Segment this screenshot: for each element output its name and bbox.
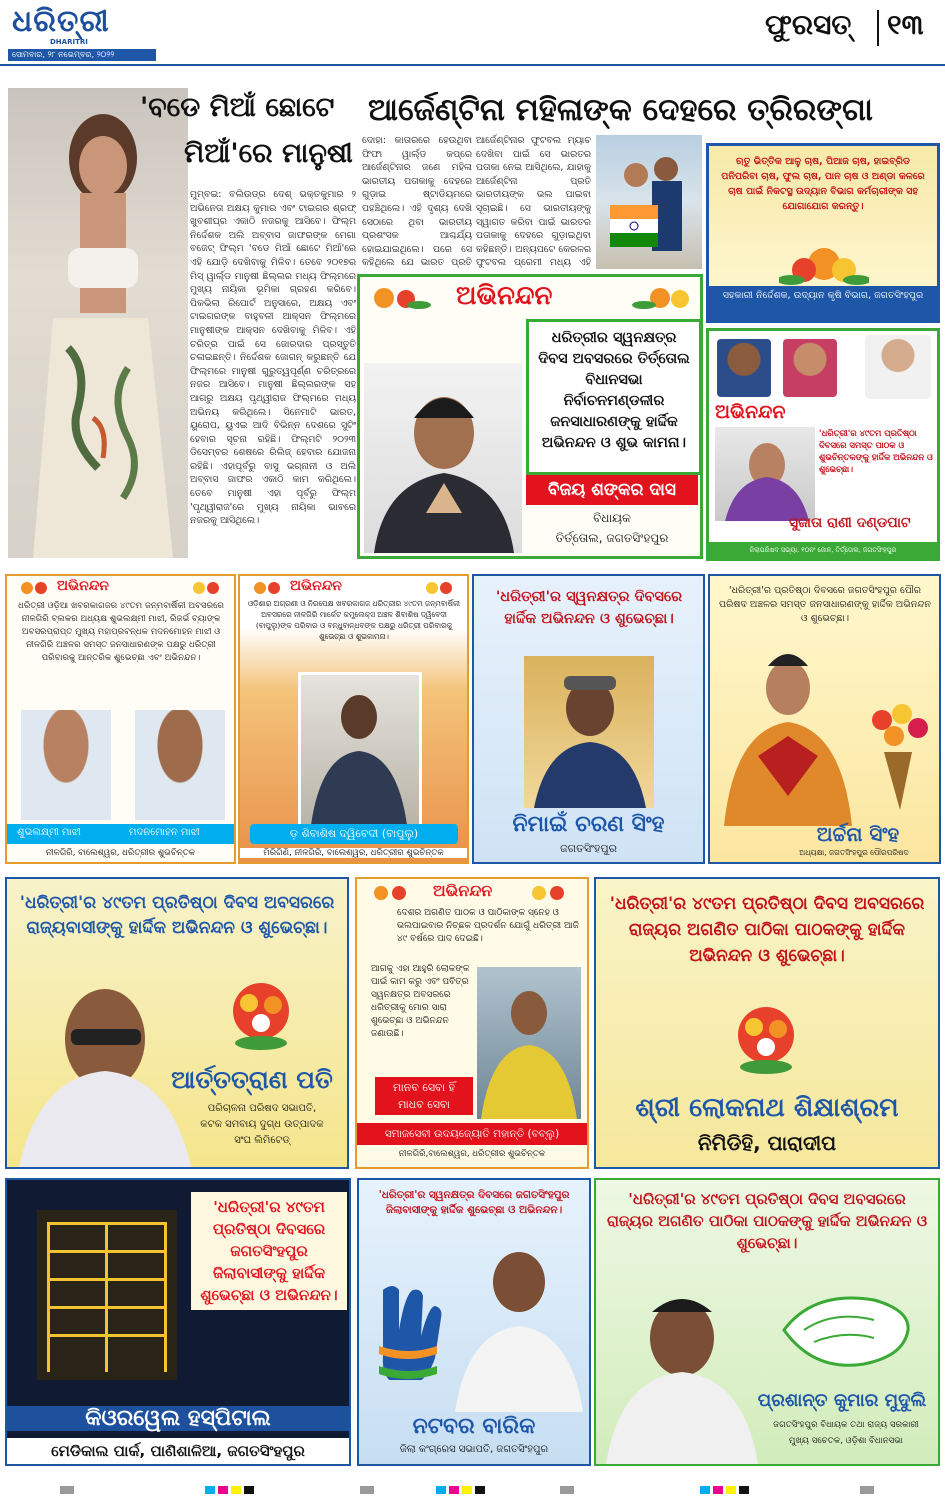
- bijay-name: ବିଜୟ ଶଙ୍କର ଦାସ: [547, 480, 677, 500]
- lokanath-name: ଶ୍ରୀ ଲୋକନାଥ ଶିକ୍ଷାଶ୍ରମ: [635, 1093, 899, 1123]
- reg-mark-cmyk-4: [244, 1486, 254, 1494]
- reg-mark-cmyk-7: [462, 1486, 472, 1494]
- shibasish-title: ଅଭିନନ୍ଦନ: [290, 578, 342, 594]
- logo-text: ଧରିତ୍ରୀ: [12, 4, 110, 39]
- bijay-place: ତିର୍ତ୍ତୋଲ, ଜଗତସିଂହପୁର: [555, 531, 669, 545]
- masthead: [0, 0, 945, 60]
- natabar-message: 'ଧରିତ୍ରୀ'ର ସ୍ୱନକ୍ଷତ୍ର ଦିବସରେ ଜଗତସିଂହପୁର ଜିଲାବାସୀଙ୍କୁ ହାର୍ଦ୍ଦିକ ଶୁଭେଚ୍ଛା ଓ ଅଭିନନ୍ଦନ।: [378, 1189, 570, 1216]
- ad-arttatrana-pati: [5, 877, 349, 1169]
- nimain-photo: [524, 656, 654, 808]
- udayajyoti-photo: [477, 967, 581, 1119]
- ad-udayajyoti: [355, 877, 589, 1169]
- headline-right: ଆର୍ଜେଣ୍ଟିନା ମହିଳାଙ୍କ ଦେହରେ ତ୍ରିରଙ୍ଗା: [368, 92, 873, 128]
- sujata-name: ସୁଜାତା ରାଣୀ ଦଣ୍ଡପାଟ: [789, 515, 911, 531]
- nimain-message: 'ଧରିତ୍ରୀ'ର ସ୍ୱନକ୍ଷତ୍ର ଦିବସରେ ହାର୍ଦ୍ଦିକ ଅଭିନନ୍ଦନ ଓ ଶୁଭେଚ୍ଛା।: [495, 589, 683, 627]
- ad-sujata-rani-dandapat: [706, 328, 940, 561]
- majhi-name-2: ମଦନମୋହନ ମାଝୀ: [129, 827, 200, 838]
- prasanta-role-1: ଜଗତସିଂହପୁର ବିଧାୟକ ତଥା ରାଜ୍ୟ ସରକାରୀ: [773, 1420, 919, 1430]
- reg-mark-grey-3: [860, 1486, 874, 1494]
- majhi-name-1: ଶୁଭଲକ୍ଷ୍ମୀ ମାଝୀ: [17, 827, 81, 838]
- prasanta-name: ପ୍ରଶାନ୍ତ କୁମାର ମୁଦୁଲି: [757, 1390, 927, 1411]
- prasanta-role-2: ମୁଖ୍ୟ ସଚେତକ, ଓଡ଼ିଶା ବିଧାନସଭା: [789, 1436, 903, 1446]
- majhi-photo-2: [135, 710, 225, 820]
- ad-careville-hospital: [5, 1178, 351, 1466]
- arttatrana-message: 'ଧରିତ୍ରୀ'ର ୪୯ତମ ପ୍ରତିଷ୍ଠା ଦିବସ ଅବସରରେ ରାଜ୍ୟବାସୀଙ୍କୁ ହାର୍ଦ୍ଦିକ ଅଭିନନ୍ଦନ ଓ ଶୁଭେଚ୍ଛା।: [19, 893, 335, 938]
- natabar-name: ନଟବର ବାରିକ: [412, 1414, 536, 1439]
- majhi-title: ଅଭିନନ୍ଦନ: [57, 578, 109, 594]
- archana-message: 'ଧରିତ୍ରୀ'ର ପ୍ରତିଷ୍ଠା ଦିବସରେ ଜଗତସିଂହପୁର ପୌର ପରିଷଦ ଅଞ୍ଚଳର ସମସ୍ତ ଜନସାଧାରଣଙ୍କୁ ହାର୍ଦ୍ଦିକ ଅଭିନନ୍ଦନ ଓ ଶୁଭେଚ୍ଛା।: [719, 585, 931, 624]
- ad-majhi: [5, 574, 236, 864]
- ad-shibasish: [238, 574, 469, 864]
- ad-horticulture: [706, 143, 940, 323]
- shibasish-message: ଓଡ଼ିଶାର ଅଗ୍ରଣୀ ଓ ନିରପେକ୍ଷ ଖବରକାଗଜ ଧରିତ୍ରୀର ୪୯ତମ ଜନ୍ମବାର୍ଷିକୀ ଅବସରରେ ନୀଳଗିରି ମାର୍କେଟ କମ୍ପ୍ଲେକ୍ସ ଅଞ୍ଚଳ ଶିବାଶିଷ ଦ୍ୱିବେଦୀ (ବାପୁଲୁ)ଙ୍କ ପରିବାର ଓ ବନ୍ଧୁବାନ୍ଧବଙ୍କ ପକ୍ଷରୁ ଧରିତ୍ରୀ ପରିବାରକୁ ଶୁଭେଚ୍ଛା ଓ ଶୁଭକାମନା।: [247, 599, 461, 641]
- leader-photo-2: [783, 339, 837, 397]
- headline-left-line1: 'ବଡେ ମିଆଁ ଛୋଟେ: [140, 92, 335, 123]
- udayajyoti-name: ସମାଜସେବୀ ଉଦୟଜ୍ୟୋତି ମହାନ୍ତି (ବବ୍ଲୁ): [384, 1128, 560, 1140]
- arttatrana-name: ଆର୍ତ୍ତତ୍ରାଣ ପତି: [171, 1065, 333, 1094]
- archana-photo: [718, 636, 858, 826]
- sujata-footer: ଜିଲାପରିଷଦ ସଭ୍ୟା, ୧୦ନଂ ଜୋନ, ତିର୍ତ୍ତୋଲ, ଜଗତସିଂହପୁର: [709, 542, 937, 558]
- hospital-place: ମେଡିକାଲ ପାର୍କ, ପାଣିଶାଳିଆ, ଜଗତସିଂହପୁର: [7, 1438, 349, 1464]
- udayajyoti-flower-icon-right: [527, 883, 577, 903]
- udayajyoti-flower-icon: [369, 883, 419, 903]
- reg-mark-cmyk-10: [713, 1486, 723, 1494]
- masthead-rule: [0, 64, 945, 66]
- hospital-message: 'ଧରିତ୍ରୀ'ର ୪୯ତମ ପ୍ରତିଷ୍ଠା ଦିବସରେ ଜଗତସିଂହପୁର ଜିଲାବାସୀଙ୍କୁ ହାର୍ଦ୍ଦିକ ଶୁଭେଚ୍ଛା ଓ ଅଭିନନ୍ଦନ।: [191, 1192, 347, 1310]
- sujata-leaders-photos: [715, 335, 937, 401]
- bijay-title: ଅଭିନନ୍ଦନ: [456, 281, 553, 311]
- leader-photo-3: [865, 335, 931, 399]
- flower-bouquet-icon: [860, 694, 936, 814]
- reg-mark-cmyk-5: [436, 1486, 446, 1494]
- arttatrana-portrait-image: [13, 959, 193, 1167]
- reg-mark-grey-2: [560, 1486, 574, 1494]
- ad-lokanath-shikshashram: [594, 877, 940, 1169]
- logo-subtext: DHARITRI: [50, 38, 88, 46]
- arttatrana-role-3: ସଂଘ ଲିମିଟେଡ୍: [234, 1135, 290, 1146]
- arttatrana-role-1: ପରିଚାଳନା ପରିଷଦ ସଭାପତି,: [207, 1103, 317, 1114]
- ad-bijay-sankar-das: [357, 274, 703, 559]
- shibasish-portrait-image: [301, 675, 419, 825]
- bjd-conch-logo: [774, 1280, 914, 1380]
- majhi-names-bar: [7, 824, 234, 844]
- prasanta-photo: [600, 1276, 760, 1464]
- archana-portrait-image: [718, 636, 858, 826]
- horticulture-footer: ସହକାରୀ ନିର୍ଦ୍ଦେଶକ, ଉଦ୍ୟାନ କୃଷି ବିଭାଗ, ଜଗତସିଂହପୁର: [709, 286, 937, 320]
- sujata-message: 'ଧରିତ୍ରୀ'ର ୪୯ତମ ପ୍ରତିଷ୍ଠା ଦିବସରେ ସମସ୍ତ ପାଠକ ଓ ଶୁଭଚିନ୍ତକଙ୍କୁ ହାର୍ଦ୍ଦିକ ଅଭିନନ୍ଦନ ଓ ଶୁଭେଚ୍ଛା।: [819, 428, 933, 474]
- majhi-flower-icon: [15, 578, 55, 598]
- nimain-portrait-image: [524, 656, 654, 808]
- flower-decoration: [779, 232, 869, 292]
- archana-footer: ଅଧ୍ୟକ୍ଷା, ଜଗତସିଂହପୁର ପୌରପରିଷଦ: [799, 848, 909, 857]
- udayajyoti-title: ଅଭିନନ୍ଦନ: [433, 881, 493, 900]
- majhi-photo-1: [21, 710, 111, 820]
- headline-left-line2: ମିଆଁ'ରେ ମାନୁଷୀ: [184, 138, 353, 169]
- sujata-title: ଅଭିନନ୍ଦନ: [715, 401, 786, 423]
- logo: [12, 4, 172, 46]
- leader-photo-1: [717, 339, 771, 397]
- arttatrana-photo: [13, 959, 193, 1167]
- story-column-1: ମୁମ୍ବଇ: ବଲିଉଡ୍‌ର ଦେଶ୍ ଭକ୍ତକୁମାର ୨ ଅଭିନେତା ଅକ୍ଷୟ କୁମାର ଏବଂ ଟାଇଗର ଶ୍ରଫ୍ ଖୁବଶୀଘ୍ର ଏକାଠି ନଜରକୁ ଆସିବେ। ଫିଲ୍ମ ନିର୍ଦ୍ଦେଶକ ଅଲି ଅବ୍ବାସ ଜାଫରଙ୍କ ମେଗା ବଜେଟ୍ ଫିଲ୍ମ 'ବଡେ ମିଆଁ ଛୋଟେ ମିଆଁ'ରେ ଏହି ଯୋଡ଼ି ଦେଖିବାକୁ ମିଳିବ। ତେବେ ୨୦୧୭ର ମିସ୍ ୱାର୍ଲ୍ଡ ମାନୁଷୀ ଛିଲ୍ଲର ମଧ୍ୟ ଫିଲ୍ମରେ ମୁଖ୍ୟ ନାୟିକା ଭୂମିକା ଗ୍ରହଣ କରିବେ। ପିକଭିଲା ରିପୋର୍ଟ ଅନୁସାରେ, ଅକ୍ଷୟ ଏବଂ ଟାଇଗରଙ୍କ ବାହୁବଳୀ ଆକ୍ସନ ଫିଲ୍ମରେ ମାନୁଷୀଙ୍କ ଆକ୍ସନ ଦେଖିବାକୁ ମିଳିବ। ଏହି ଚରିତ୍ର ପାଇଁ ସେ ଜୋରଦାର ପ୍ରସ୍ତୁତି ଚଳାଇଛନ୍ତି। ନିର୍ଦ୍ଦେଶକ ଜୋଗନ୍ କରୁଛନ୍ତି ଯେ ଫିଲ୍ମରେ ମାନୁଷୀ ଗୁରୁତ୍ୱପୂର୍ଣ୍ଣ ଚରିତ୍ରରେ ନଜର ଆସିବେ। ମାନୁଷୀ ଛିଲ୍ଲରଙ୍କ ସହ ଆଗରୁ ଅକ୍ଷୟ ପୃଥ୍ୱୀରାଜ ଫିଲ୍ମରେ ମଧ୍ୟ ଅଭିନୟ କରିଥିଲେ। ସିନେମାଟି ଭାରତ, ୟୁରୋପ, ୟୁଏଇ ଆଦି ବିଭିନ୍ନ ଦେଶରେ ସୁଟିଂ ହେବାର ସୂଚନା ରହିଛି। ଫିଲ୍ମଟି ୨୦୨୩ ଡିସେମ୍ବର ଶେଷରେ ରିଲିଜ୍ ହେବାର ଯୋଜନା ରହିଛି। ଏହାପୂର୍ବରୁ ବାସୁ ଭଗ୍ନାନୀ ଓ ଅଲି ଅବ୍ବାସ ଜାଫର ଏକାଠି କାମ କରିଥିଲେ। ତେବେ ମାନୁଷୀ ଏହା ପୂର୍ବରୁ ଫିଲ୍ମ 'ପୃଥ୍ୱୀରାଜ'ରେ ମୁଖ୍ୟ ନାୟିକା ଭାବରେ ନଜରକୁ ଆସିଥିଲେ।: [190, 189, 356, 527]
- prasanta-portrait-image: [600, 1276, 760, 1464]
- section-divider: [877, 10, 879, 46]
- fans-with-flag-image: [596, 135, 702, 269]
- reg-mark-cmyk-6: [449, 1486, 459, 1494]
- shibasish-flower-icon: [248, 578, 288, 598]
- bijay-portrait-image: [364, 363, 522, 553]
- page-number: ୧୩: [887, 8, 924, 41]
- natabar-role: ଜିଲା କଂଗ୍ରେସ ସଭାପତି, ଜଗତସିଂହପୁର: [399, 1444, 549, 1455]
- flower-left-decoration: [364, 283, 434, 313]
- natabar-photo: [447, 1232, 587, 1412]
- section-name: ଫୁରସତ୍: [765, 8, 852, 41]
- udayajyoti-message-2: ଆଗକୁ ଏହା ଆହୁରି ଲୋକଙ୍କ ପାଇଁ କାମ କରୁ ଏବଂ ପବିତ୍ର ସ୍ୱନକ୍ଷତ୍ର ଅବସରରେ ଧରିତ୍ରୀକୁ ମୋର ସାରା ଶୁଭେଚ୍ଛା ଓ ଅଭିନନ୍ଦନ ଜଣାଉଛି।: [371, 964, 470, 1039]
- reg-mark-cmyk-3: [231, 1486, 241, 1494]
- congress-hand-logo: [373, 1270, 443, 1380]
- ad-prasanta-kumar-muduli: [594, 1178, 940, 1466]
- shibasish-name-bar: [250, 824, 458, 844]
- reg-mark-cmyk-8: [475, 1486, 485, 1494]
- argentina-fan-photo: [596, 135, 702, 269]
- edition-date: ସୋମବାର, ୨୮ ନଭେମ୍ବର, ୨୦୨୨: [12, 50, 115, 59]
- bijay-photo: [364, 363, 522, 553]
- ad-archana: [708, 574, 941, 864]
- shibasish-footer: ମିରିଗିଣି, ନୀଳଗିରି, ବାଲେଶ୍ୱର, ଧରିତ୍ରୀର ଶୁଭଚିନ୍ତକ: [240, 848, 467, 858]
- lokanath-message: 'ଧରିତ୍ରୀ'ର ୪୯ତମ ପ୍ରତିଷ୍ଠା ଦିବସ ଅବସରରେ ରାଜ୍ୟର ଅଗଣିତ ପାଠିକା ପାଠକଙ୍କୁ ହାର୍ଦ୍ଦିକ ଅଭିନନ୍ଦନ ଓ ଶୁଭେଚ୍ଛା।: [609, 894, 925, 966]
- rose-bouquet-icon: [221, 975, 301, 1055]
- archana-name: ଅର୍ଚ୍ଚନା ସିଂହ: [816, 822, 900, 846]
- story-column-2: ଦୋହା: କାତାରରେ ହେଉଥିବା ଫିଫା ୱାର୍ଲ୍ଡ କପ୍‌ରେ ଆର୍ଜେଣ୍ଟିନାର ଜଣେ ମହିଳା ଭାରତୀୟ ପତାକାକୁ ଦେହରେ ଗୁଡ଼ାଇ ଷ୍ଟାଡିୟମରେ ପହଞ୍ଚିଥିଲେ। ଏହି ଦୃଶ୍ୟ ଦେଖି ସେଠାରେ ଥିବା ଭାରତୀୟ ପ୍ରଶଂସକ ଆଶ୍ଚର୍ଯ୍ୟ ହୋଇଯାଇଥିଲେ। ପରେ ସେ କହିଥିଲେ ଯେ ଭାରତ ପ୍ରତି: [362, 135, 472, 269]
- udayajyoti-footer: ନୀଳଗିରି,ବାଲେଶ୍ୱର, ଧରିତ୍ରୀର ଶୁଭଚିନ୍ତକ: [398, 1149, 546, 1159]
- arttatrana-role-2: କଟକ ସମବାୟ ଦୁଗ୍ଧ ଉତ୍ପାଦକ: [200, 1119, 324, 1130]
- reg-mark-black: [60, 1486, 74, 1494]
- nimain-name: ନିମାଇଁ ଚରଣ ସିଂହ: [512, 812, 665, 837]
- shibasish-name: ଡ଼ ଶିବାଶିଷ ଦ୍ୱିବେଦୀ (ବାପୁଲୁ): [289, 827, 419, 840]
- reg-mark-grey-1: [360, 1486, 374, 1494]
- date-bar: [8, 49, 156, 61]
- udayajyoti-message-1: ଦେଶର ଅଗଣିତ ପାଠକ ଓ ପାଠିକାଙ୍କ ସ୍ନେହ ଓ ଭଲପାଇବାର ନିଚ୍ଛକ ପ୍ରଦର୍ଶନ ଯୋଗୁଁ ଧରିତ୍ରୀ ଆଜି ୪୯ ବର୍ଷରେ ପାଦ ଦେଇଛି।: [397, 908, 579, 944]
- udayajyoti-portrait-image: [477, 967, 581, 1119]
- story-column-3: ଆର୍ଜେଣ୍ଟିନାର ଫୁଟବଲ ମ୍ୟାଚ ଦେଖିବା ପାଇଁ ସେ ଭାରତର ପତାକା ନେଇ ଆସିଥିଲେ, ଯାହାକୁ ଆର୍ଜେଣ୍ଟିନା ପ୍ରତି ଭାରତୀୟଙ୍କ ଭଲ ପାଇବା ସୂଚାଇଛି। ସେ ଭାରତୀୟଙ୍କୁ ସ୍ୱାଗତ କରିବା ପାଇଁ ଭାରତର ପତାକାକୁ ଦେହରେ ଗୁଡ଼ାଇଥିବା କହିଛନ୍ତି। ଅନ୍ୟପଟେ କେରଳର ଫୁଟବଲ ପ୍ରେମୀ ମଧ୍ୟ ଏହି: [476, 135, 591, 269]
- majhi-flower-icon-right: [187, 578, 227, 598]
- ad-natabar-barik: [357, 1178, 591, 1466]
- reg-mark-cmyk-1: [205, 1486, 215, 1494]
- reg-mark-cmyk-12: [739, 1486, 749, 1494]
- horticulture-text: ଋତୁ ଭିତ୍ତିକ ଆଳୁ ଚାଷ, ପିଆଜ ଚାଷ, ହାଇବ୍ରିଡ ପନିପରିବା ଚାଷ, ଫୁଲ ଚାଷ, ପାନ ଚାଷ ଓ ଅଣ୍ଡା କଳରେ ଚାଷ ପାଇଁ ନିକଟସ୍ଥ ଉଦ୍ୟାନ ବିଭାଗ କର୍ମଚାରୀଙ୍କ ସହ ଯୋଗାଯୋଗ କରନ୍ତୁ।: [721, 156, 925, 212]
- registration-strip: [0, 1484, 945, 1498]
- udayajyoti-slogan: ମାନବ ସେବା ହିଁ ମାଧବ ସେବା: [375, 1077, 473, 1115]
- sujata-photo: [715, 427, 815, 521]
- reg-mark-cmyk-11: [726, 1486, 736, 1494]
- shibasish-flower-icon-right: [420, 578, 460, 598]
- bijay-name-bar: [526, 475, 698, 505]
- reg-mark-cmyk-9: [700, 1486, 710, 1494]
- flower-right-decoration: [630, 283, 700, 313]
- natabar-portrait-image: [447, 1232, 587, 1412]
- prasanta-message: 'ଧରିତ୍ରୀ'ର ୪୯ତମ ପ୍ରତିଷ୍ଠା ଦିବସ ଅବସରରେ ରାଜ୍ୟର ଅଗଣିତ ପାଠିକା ପାଠକଙ୍କୁ ହାର୍ଦ୍ଦିକ ଅଭିନନ୍ଦନ ଓ ଶୁଭେଚ୍ଛା।: [606, 1190, 928, 1252]
- nimain-place: ଜଗତସିଂହପୁର: [560, 842, 617, 855]
- sujata-portrait-image: [715, 427, 815, 521]
- headline-left: [140, 92, 360, 170]
- majhi-message: ଧରିତ୍ରୀ ଓଡ଼ିଆ ଖବରକାଗଜର ୪୯ତମ ଜନ୍ମବାର୍ଷିକୀ ଅବସରରେ ନୀଳଗିରି ବ୍ଲକର ଅଧ୍ୟକ୍ଷ ଶୁଭଲକ୍ଷ୍ମୀ ମାଝୀ, ରିଜର୍ଭ ବ୍ୟାଙ୍କ ଅବସରପ୍ରାପ୍ତ ମୁଖ୍ୟ ମହାପ୍ରବନ୍ଧକ ମଦନମୋହନ ମାଝୀ ଓ ନୀଳଗିରି ଅଞ୍ଚଳର ସମସ୍ତ ଜନସାଧାରଣଙ୍କ ପକ୍ଷରୁ ଧରିତ୍ରୀ ପରିବାରକୁ ଆନ୍ତରିକ ଶୁଭେଚ୍ଛା ଏବଂ ଅଭିନନ୍ଦନ।: [18, 601, 224, 663]
- section-header: [765, 6, 940, 48]
- majhi-footer: ନୀଳଗିରି, ବାଲେଶ୍ୱର, ଧରିତ୍ରୀର ଶୁଭଚିନ୍ତକ: [45, 848, 196, 858]
- bijay-role: ବିଧାୟକ: [593, 511, 631, 525]
- lokanath-place: ନିମିଡିହି, ପାରାଦୀପ: [697, 1131, 837, 1155]
- bijay-message-box: [526, 319, 702, 475]
- shibasish-photo: [298, 672, 422, 828]
- bijay-message: ଧରିତ୍ରୀର ସ୍ୱନକ୍ଷତ୍ର ଦିବସ ଅବସରରେ ତିର୍ତ୍ତୋଲ ବିଧାନସଭା ନିର୍ବାଚନମଣ୍ଡଳୀର ଜନସାଧାରଣଙ୍କୁ ହାର୍ଦ୍ଦିକ ଅଭିନନ୍ଦନ ଓ ଶୁଭ କାମନା।: [538, 330, 690, 451]
- reg-mark-cmyk-2: [218, 1486, 228, 1494]
- udayajyoti-name-bar: [357, 1123, 587, 1145]
- hospital-name: କିଓରୱେଲ ହସ୍ପିଟାଲ: [7, 1406, 349, 1431]
- ad-nimain: [472, 574, 705, 864]
- lokanath-rose-bouquet-icon: [726, 999, 806, 1079]
